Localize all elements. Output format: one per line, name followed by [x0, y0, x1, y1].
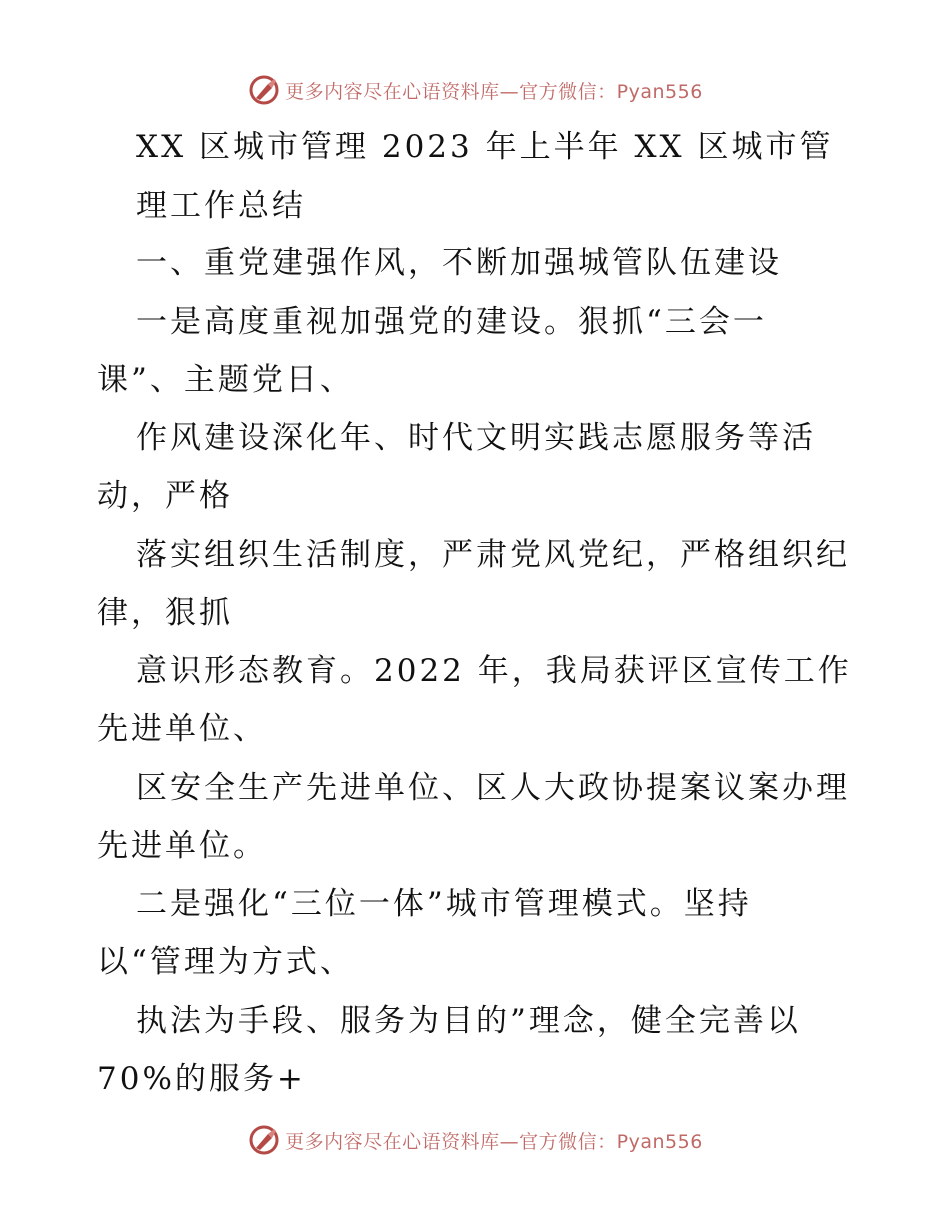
paragraph-line: 动，严格 — [97, 478, 233, 514]
paragraph-line: 一是高度重视加强党的建设。狠抓“三会一 — [136, 304, 767, 340]
paragraph-line: 执法为手段、服务为目的”理念，健全完善以 — [136, 1003, 801, 1039]
paragraph-line: 律，狠抓 — [97, 595, 233, 631]
paragraph-line: 二是强化“三位一体”城市管理模式。坚持 — [136, 886, 752, 922]
paragraph-line: 先进单位。 — [97, 828, 267, 864]
paragraph-line: 作风建设深化年、时代文明实践志愿服务等活 — [136, 420, 816, 456]
paragraph-line: 课”、主题党日、 — [97, 362, 354, 398]
section-heading: 一、重党建强作风，不断加强城管队伍建设 — [136, 245, 782, 281]
paragraph-line: 先进单位、 — [97, 711, 267, 747]
header-banner — [0, 70, 950, 110]
pen-nib-icon — [247, 1123, 281, 1157]
footer-banner — [0, 1120, 950, 1160]
pen-nib-icon — [247, 73, 281, 107]
paragraph-line: 意识形态教育。2022 年，我局获评区宣传工作 — [136, 653, 852, 689]
paragraph-line: 70%的服务+ — [97, 1061, 306, 1097]
paragraph-line: 落实组织生活制度，严肃党风党纪，严格组织纪 — [136, 537, 850, 573]
paragraph-line: 区安全生产先进单位、区人大政协提案议案办理 — [136, 770, 850, 806]
doc-title-line-2: 理工作总结 — [136, 188, 306, 224]
doc-title-line-1: XX 区城市管理 2023 年上半年 XX 区城市管 — [136, 129, 834, 165]
paragraph-line: 以“管理为方式、 — [97, 944, 354, 980]
banner-text: 更多内容尽在心语资料库—官方微信：Pyan556 — [285, 1130, 703, 1153]
banner-text: 更多内容尽在心语资料库—官方微信：Pyan556 — [285, 80, 703, 103]
